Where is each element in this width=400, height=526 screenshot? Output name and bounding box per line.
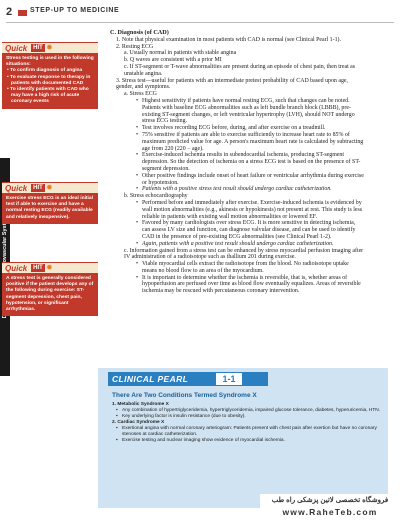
clinical-pearl-number: 1-1 <box>216 373 242 385</box>
clinical-pearl-body <box>112 402 382 444</box>
bullet-item: • Again, patients with a positive test result should undergo cardiac catheterization. <box>142 241 364 248</box>
watermark-url: www.RaheTeb.com <box>282 507 378 517</box>
quick-hit-box-1 <box>2 42 98 109</box>
bullet-item: • Exercise-induced ischemia results in subendocardial ischemia, producing ST-segment depression. So the detection of ischemia on a stress ECG test is based on the presence of ST-segment depression. <box>142 152 364 172</box>
quick-hit-line: • To evaluate response to therapy in patients with documented CAD <box>7 74 91 86</box>
quick-hit-line: Exercise stress ECG is an ideal initial test if able to exercise and have a normal resting ECG (readily available and relatively inexpensive). <box>6 196 93 220</box>
watermark-persian-text: فروشگاه تخصصی لاتین پزشکی راه طب <box>271 497 389 504</box>
quick-label: Quick <box>5 44 28 53</box>
pearl-item: 1. Metabolic Syndrome X <box>112 402 169 407</box>
bullet-item: • 75% sensitive if patients are able to exercise sufficiently to increase heart rate to 85% of maximum predicted value for age. A person's maximum heart rate is calculated by subtracting age from 220 (220 − age). <box>142 132 364 152</box>
pearl-bullet: ▪ Key underlying factor is insulin resistance (due to obesity). <box>122 414 382 420</box>
clinical-pearl-label: CLINICAL PEARL <box>112 374 189 384</box>
list-item: c. If ST-segment or T-wave abnormalities are present during an episode of chest pain, then treat as unstable angina. <box>124 63 356 77</box>
main-text <box>102 30 364 295</box>
bullet-item: • Test involves recording ECG before, during, and after exercise on a treadmill. <box>142 125 364 132</box>
bullet-item: • Favored by many cardiologists over stress ECG. It is more sensitive in detecting ischemia, can assess LV size and function, can diagnose valvular disease, and can be used to identify CAD in the presence of pre-existing ECG abnormalities (see Clinical Pearl 1-2). <box>142 220 364 240</box>
quick-hit-line: • To identify patients with CAD who may have a high risk of acute coronary events <box>7 87 89 105</box>
quick-hit-body <box>2 53 98 109</box>
burst-icon: ✹ <box>46 183 53 192</box>
quick-hit-line: Stress testing is used in the following situations: <box>6 56 94 68</box>
bullet-item: • Viable myocardial cells extract the radioisotope from the blood. No radioisotope uptake means no blood flow to an area of the myocardium. <box>142 261 364 275</box>
burst-icon: ✹ <box>46 43 53 52</box>
list-item: 1. Note that physical examination in most patients with CAD is normal (see Clinical Pearl 1-1). <box>116 36 341 43</box>
quick-hit-line: • To confirm diagnosis of angina <box>7 68 83 74</box>
clinical-pearl-subtitle: There Are Two Conditions Termed Syndrome X <box>112 392 257 399</box>
list-item: a. Usually normal in patients with stable angina <box>124 50 237 57</box>
quick-label: Quick <box>5 184 28 193</box>
header-accent-bar <box>18 10 27 16</box>
hit-label: HIT <box>31 44 45 52</box>
bullet-item: • It is important to determine whether the ischemia is reversible, that is, whether areas of hypoperfusion are perfused over time as blood flow eventually equalizes. Areas of reversible ischemia may be rescued with percutaneous coronary intervention. <box>142 275 364 295</box>
list-item: b. Stress echocardiography <box>124 193 188 200</box>
hit-label: HIT <box>31 264 45 272</box>
running-title: STEP-UP TO MEDICINE <box>30 7 120 14</box>
quick-hit-box-3 <box>2 262 98 316</box>
bullet-item: • Other positive findings include onset of heart failure or ventricular arrhythmia during exercise or hypotension. <box>142 173 364 187</box>
clinical-pearl-box <box>98 368 388 508</box>
pearl-item: 2. Cardiac Syndrome X <box>112 420 165 425</box>
bullet-item: • Highest sensitivity if patients have normal resting ECG, such that changes can be noted. Patients with baseline ECG abnormalities such as left bundle branch block (LBBB), pre-existing ST-segment changes, or left ventricular hypertrophy (LVH), should NOT undergo stress ECG testing. <box>142 98 364 125</box>
burst-icon: ✹ <box>46 263 53 272</box>
list-item: b. Q waves are consistent with a prior MI <box>124 57 222 64</box>
quick-hit-header <box>2 262 98 273</box>
quick-hit-box-2 <box>2 182 98 224</box>
list-item: 3. Stress test—useful for patients with an intermediate pretest probability of CAD based upon age, gender, and symptoms. <box>116 77 348 91</box>
quick-hit-body <box>2 193 98 224</box>
quick-label: Quick <box>5 264 28 273</box>
pearl-bullet: ▪ Exercise testing and nuclear imaging show evidence of myocardial ischemia. <box>122 438 382 444</box>
list-item: a. Stress ECG <box>124 91 157 98</box>
page-header <box>0 0 400 26</box>
list-item: 2. Resting ECG <box>116 43 154 50</box>
publisher-watermark <box>260 494 400 526</box>
pearl-bullet: ▪ Any combination of hypertriglyceridemia, hypertriglyceridemia, impaired glucose tolerance, diabetes, hyperuricemia, HTN. <box>122 408 382 414</box>
list-item: c. Information gained from a stress test can be enhanced by stress myocardial perfusion imaging after IV administration of a radioisotope such as thallium 201 during exercise. <box>124 247 364 261</box>
section-heading: C. Diagnosis (of CAD) <box>110 29 169 36</box>
quick-hit-header <box>2 42 98 53</box>
quick-hit-header <box>2 182 98 193</box>
quick-hit-body <box>2 273 98 316</box>
hit-label: HIT <box>31 184 45 192</box>
quick-hit-line: A stress test is generally considered positive if the patient develops any of the following during exercise: ST-segment depression, chest pain, hypotension, or significant arrhythmias. <box>6 276 94 313</box>
header-rule <box>6 22 394 23</box>
pearl-bullet: ▪ Exertional angina with normal coronary arteriogram: Patients present with chest pain after exertion but have no coronary stenoses at cardiac catheterization. <box>122 426 382 438</box>
page-number: 2 <box>6 6 13 18</box>
bullet-item: • Patients with a positive stress test result should undergo cardiac catheterization. <box>142 186 364 193</box>
bullet-item: • Performed before and immediately after exercise. Exercise-induced ischemia is evidenced by wall motion abnormalities (e.g., akinesis or hypokinesis) not present at rest. This study is less reliable in patients with existing wall motion abnormalities or lowered EF. <box>142 200 364 220</box>
